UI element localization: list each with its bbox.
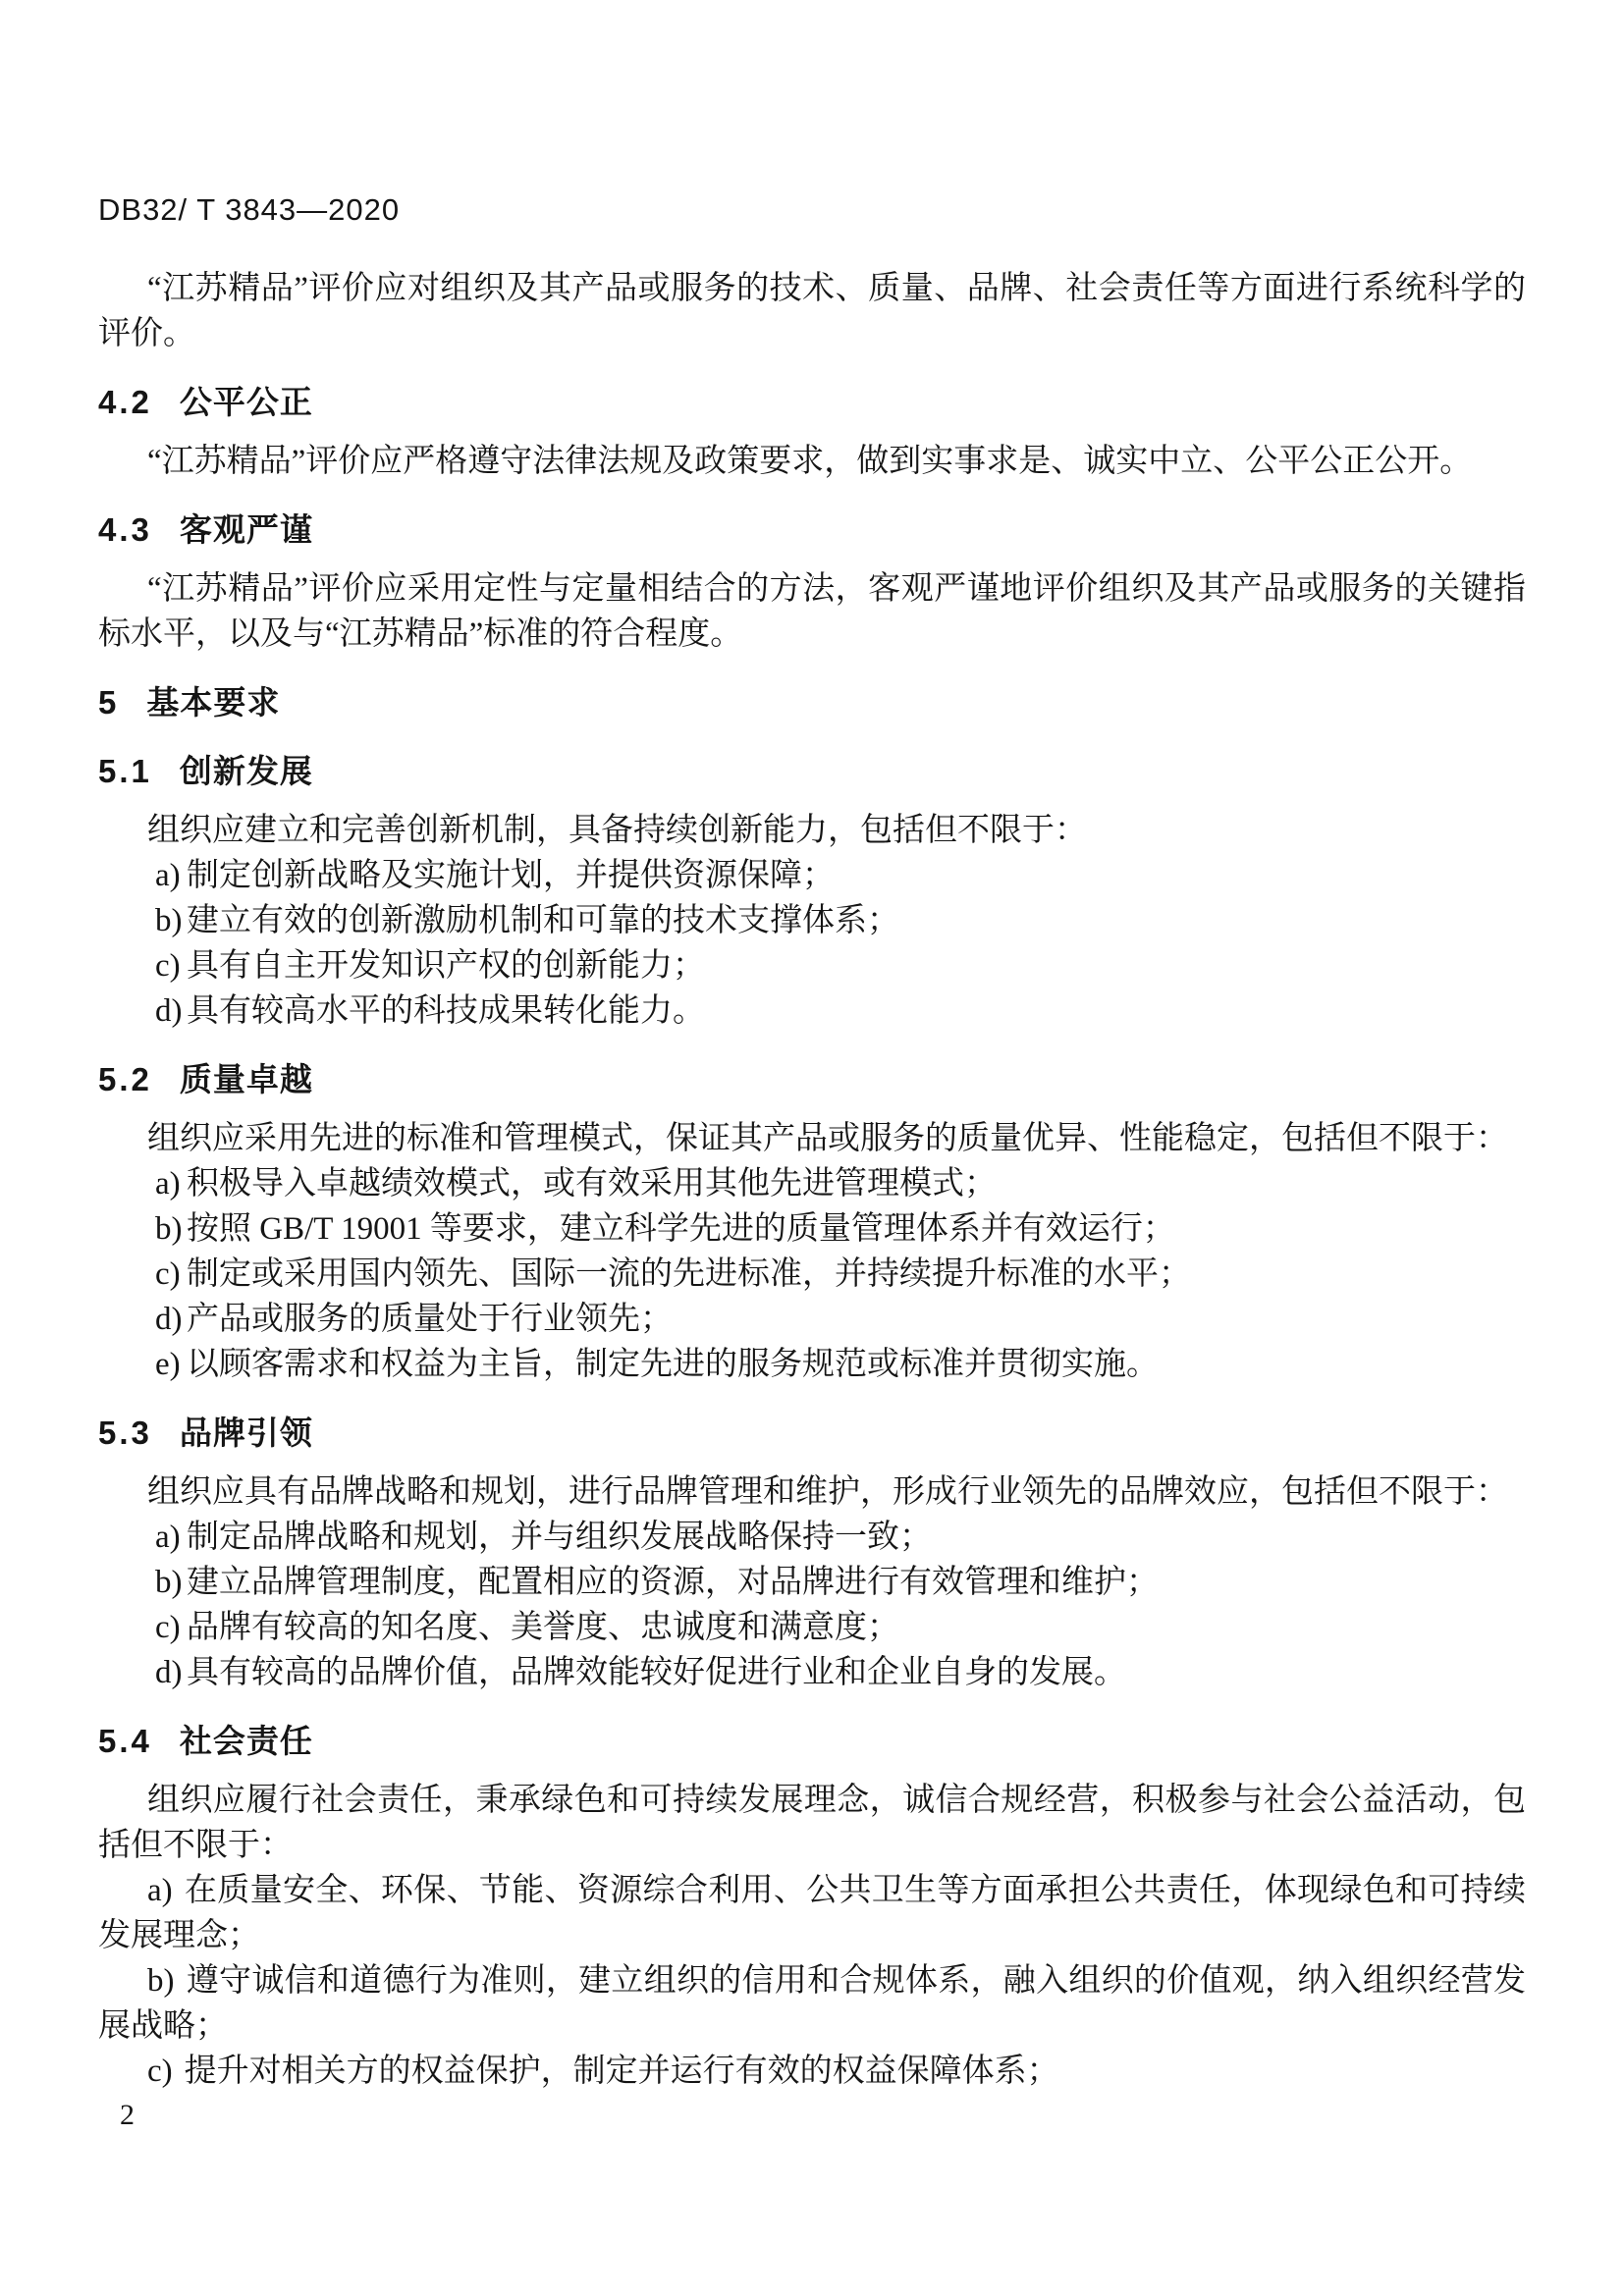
item-marker: a) [155,1166,181,1201]
item-marker: b) [155,903,183,938]
list-item [98,1297,1526,1342]
list-item [98,1161,1526,1206]
item-text: 具有较高的品牌价值，品牌效能较好促进行业和企业自身的发展。 [187,1655,1126,1690]
list-item [98,1958,1526,2049]
list-item [98,1206,1526,1252]
item-text: 制定品牌战略和规划，并与组织发展战略保持一致； [187,1520,932,1555]
item-marker: a) [155,1520,181,1555]
doc-number: DB32/ T 3843—2020 [98,192,401,227]
section-title: 基本要求 [146,684,281,721]
item-marker: c) [155,948,181,984]
section-heading-5 [98,680,1526,725]
section-number: 5.4 [98,1723,152,1759]
section-title: 社会责任 [179,1723,313,1759]
section-title: 创新发展 [179,753,313,789]
intro-paragraph: “江苏精品”评价应对组织及其产品或服务的技术、质量、品牌、社会责任等方面进行系统科学的评价。 [98,271,1526,351]
section-number: 4.2 [98,384,152,420]
item-list-5-2 [98,1161,1526,1387]
item-list-5-3 [98,1515,1526,1695]
item-text: 按照 GB/T 19001 等要求，建立科学先进的质量管理体系并有效运行； [187,1211,1175,1247]
item-marker: c) [155,1256,181,1292]
item-text: 具有较高水平的科技成果转化能力。 [187,993,705,1029]
section-paragraph: 组织应采用先进的标准和管理模式，保证其产品或服务的质量优异、性能稳定，包括但不限于： [147,1121,1508,1156]
item-marker: b) [155,1211,183,1247]
item-marker: b) [155,1565,183,1600]
list-item [98,1650,1526,1695]
section-heading-5-3 [98,1411,1526,1456]
item-text: 提升对相关方的权益保护，制定并运行有效的权益保障体系； [184,2054,1059,2089]
list-item [98,988,1526,1034]
item-text: 品牌有较高的知名度、美誉度、忠诚度和满意度； [187,1610,899,1645]
section-paragraph: 组织应具有品牌战略和规划，进行品牌管理和维护，形成行业领先的品牌效应，包括但不限于： [147,1474,1508,1510]
item-text: 以顾客需求和权益为主旨，制定先进的服务规范或标准并贯彻实施。 [187,1347,1159,1382]
list-item [98,1252,1526,1297]
section-number: 5 [98,684,120,721]
section-paragraph: “江苏精品”评价应采用定性与定量相结合的方法，客观严谨地评价组织及其产品或服务的关键指标水平，以及与“江苏精品”标准的符合程度。 [98,571,1526,652]
list-item [98,943,1526,988]
item-marker: b) [147,1963,175,1999]
section-number: 5.1 [98,753,152,789]
page-number: 2 [120,2099,135,2131]
section-heading-5-4 [98,1719,1526,1764]
item-marker: e) [155,1347,181,1382]
list-item [98,1560,1526,1605]
item-text: 具有自主开发知识产权的创新能力； [187,948,705,984]
item-text: 建立品牌管理制度，配置相应的资源，对品牌进行有效管理和维护； [187,1565,1159,1600]
list-item [98,1605,1526,1650]
item-text: 产品或服务的质量处于行业领先； [187,1302,673,1337]
section-title: 公平公正 [179,384,313,420]
item-marker: d) [155,1302,183,1337]
item-text: 遵守诚信和道德行为准则，建立组织的信用和合规体系，融入组织的价值观，纳入组织经营发展战略； [98,1963,1526,2044]
section-number: 4.3 [98,511,152,548]
item-text: 建立有效的创新激励机制和可靠的技术支撑体系； [187,903,899,938]
list-item [98,1515,1526,1560]
section-title: 质量卓越 [179,1061,313,1097]
item-marker: c) [147,2054,173,2089]
item-text: 在质量安全、环保、节能、资源综合利用、公共卫生等方面承担公共责任，体现绿色和可持续发展理念； [98,1873,1526,1953]
section-number: 5.3 [98,1415,152,1451]
list-item [98,2049,1526,2094]
item-text: 积极导入卓越绩效模式，或有效采用其他先进管理模式； [187,1166,997,1201]
item-marker: d) [155,1655,183,1690]
section-paragraph: 组织应履行社会责任，秉承绿色和可持续发展理念，诚信合规经营，积极参与社会公益活动，包括但不限于： [98,1783,1526,1863]
item-marker: a) [147,1873,173,1908]
item-marker: a) [155,858,181,893]
section-title: 客观严谨 [179,511,313,548]
item-marker: c) [155,1610,181,1645]
section-heading-4-2 [98,380,1526,425]
list-item [98,1342,1526,1387]
section-heading-5-1 [98,749,1526,794]
section-paragraph: “江苏精品”评价应严格遵守法律法规及政策要求，做到实事求是、诚实中立、公平公正公开。 [147,444,1473,479]
list-item [98,853,1526,898]
section-heading-4-3 [98,507,1526,553]
section-paragraph: 组织应建立和完善创新机制，具备持续创新能力，包括但不限于： [147,813,1087,848]
item-text: 制定创新战略及实施计划，并提供资源保障； [187,858,835,893]
section-number: 5.2 [98,1061,152,1097]
item-list-5-1 [98,853,1526,1034]
list-item [98,1868,1526,1958]
list-item [98,898,1526,943]
item-marker: d) [155,993,183,1029]
item-text: 制定或采用国内领先、国际一流的先进标准，并持续提升标准的水平； [187,1256,1191,1292]
section-title: 品牌引领 [179,1415,313,1451]
section-heading-5-2 [98,1057,1526,1102]
